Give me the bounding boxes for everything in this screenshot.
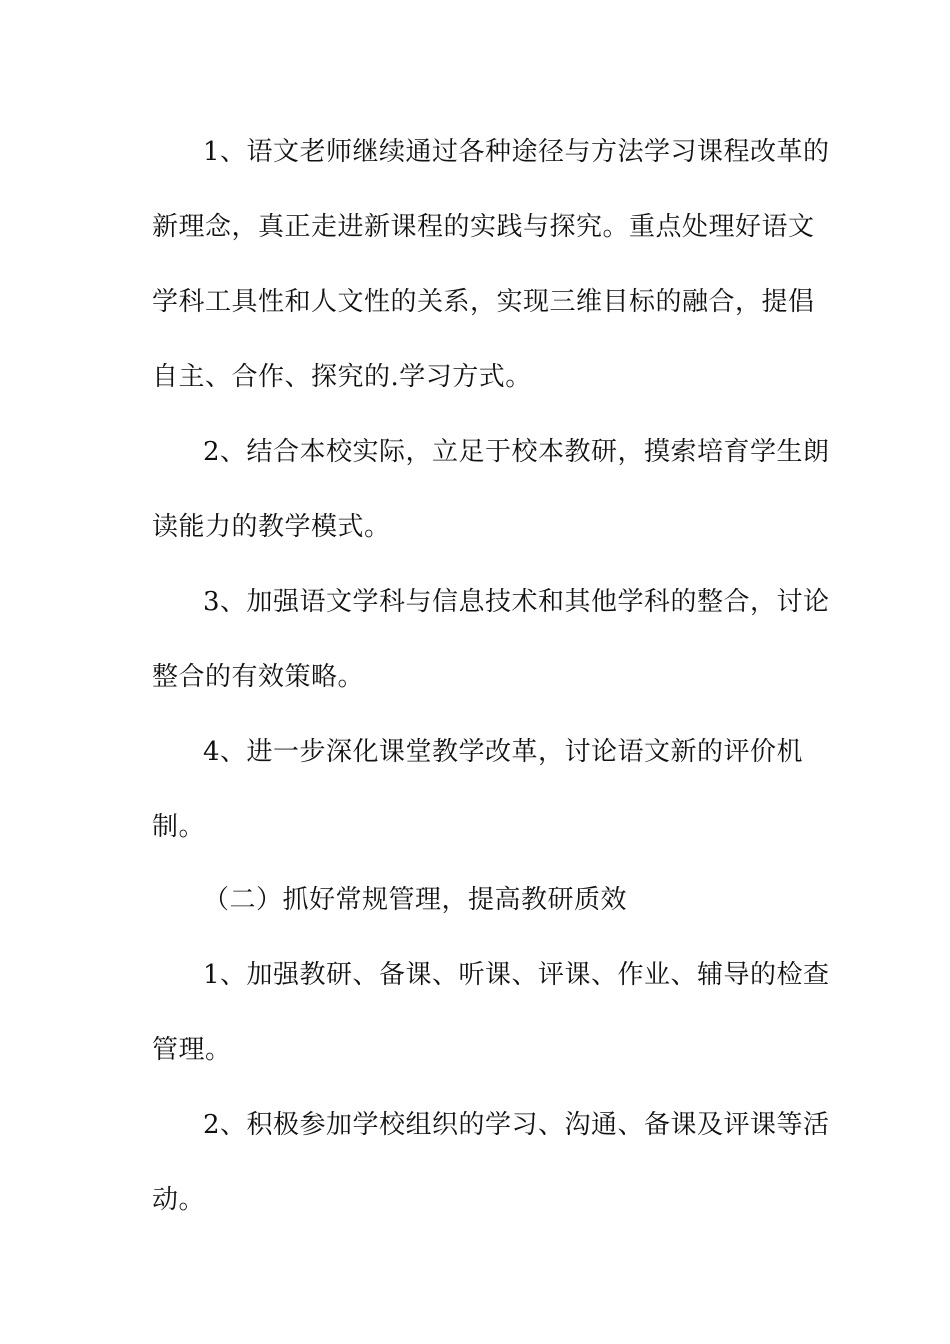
paragraph-5-line-2: 管理。	[152, 1035, 232, 1065]
paragraph-1-line-4: 自主、合作、探究的.学习方式。	[152, 362, 532, 392]
paragraph-1-line-1: 1、语文老师继续通过各种途径与方法学习课程改革的	[203, 137, 830, 167]
paragraph-6-line-2: 动。	[152, 1185, 206, 1215]
paragraph-4-line-1: 4、进一步深化课堂教学改革，讨论语文新的评价机	[203, 737, 804, 767]
paragraph-3-line-2: 整合的有效策略。	[152, 662, 365, 692]
paragraph-1-line-2: 新理念，真正走进新课程的实践与探究。重点处理好语文	[152, 212, 815, 242]
section-heading: （二）抓好常规管理，提高教研质效	[203, 885, 628, 915]
paragraph-2-line-1: 2、结合本校实际，立足于校本教研，摸索培育学生朗	[203, 437, 830, 467]
paragraph-4-line-2: 制。	[152, 812, 206, 842]
paragraph-6-line-1: 2、积极参加学校组织的学习、沟通、备课及评课等活	[203, 1110, 830, 1140]
paragraph-5-line-1: 1、加强教研、备课、听课、评课、作业、辅导的检查	[203, 960, 830, 990]
paragraph-1-line-3: 学科工具性和人文性的关系，实现三维目标的融合，提倡	[152, 287, 815, 317]
paragraph-2-line-2: 读能力的教学模式。	[152, 512, 391, 542]
paragraph-3-line-1: 3、加强语文学科与信息技术和其他学科的整合，讨论	[203, 587, 830, 617]
